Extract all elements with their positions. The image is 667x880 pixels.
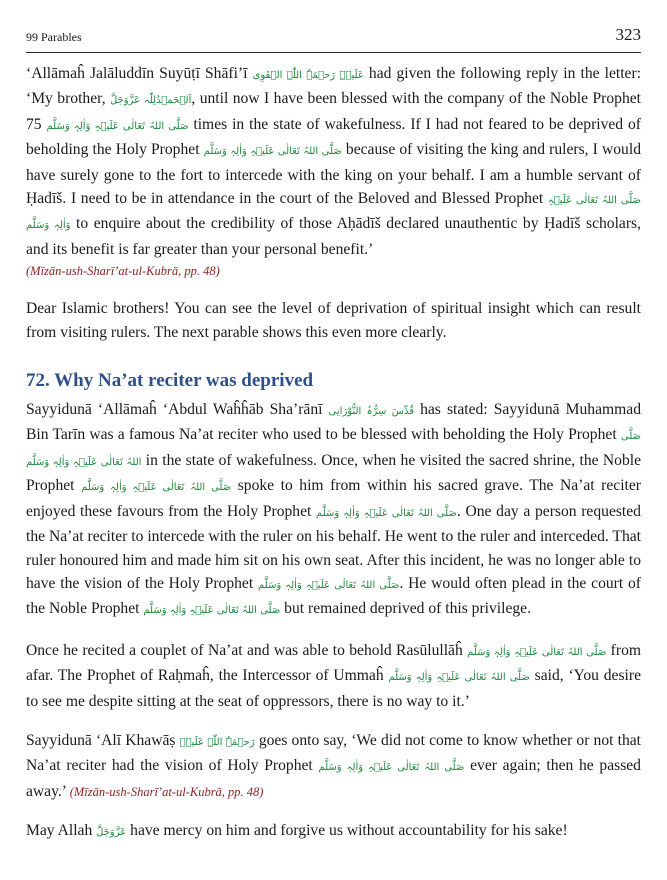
- salawat-arabic: صَلَّی اللہُ تَعَالٰی عَلَیۡہِ وَاٰلِہٖ وَسَلَّم: [467, 646, 607, 658]
- salawat-arabic: صَلَّی اللہُ تَعَالٰی عَلَیۡہِ وَاٰلِہٖ وَسَلَّم: [26, 431, 641, 468]
- paragraph-couplet: Once he recited a couplet of Na’at and was able to behold Rasūlullāĥ صَلَّی اللہُ تَعَالٰی عَلَیۡہِ وَاٰلِہٖ وَسَلَّم from afar. The Prophet of Raḥmaĥ, the Intercessor of Ummaĥ صَلَّی اللہُ تَعَالٰی عَلَیۡہِ وَاٰلِہٖ وَسَلَّم said, ‘You desire to see me despite sitting at the seat of oppressors, there is no way to it.’: [26, 641, 641, 710]
- salawat-arabic: صَلَّی اللہُ تَعَالٰی عَلَیۡہِ وَاٰلِہٖ وَسَلَّم: [318, 762, 465, 774]
- salawat-arabic: صَلَّی اللہُ تَعَالٰی عَلَیۡہِ وَاٰلِہٖ وَسَلَّم: [388, 672, 530, 684]
- paragraph-islamic-brothers: Dear Islamic brothers! You can see the level of deprivation of spiritual insight which can result from visiting rulers. The next parable shows this even more clearly.: [26, 300, 641, 341]
- honorific-arabic: اَلۡحَمۡدُلِلّٰہ عَزَّوَجَلَّ: [110, 95, 192, 107]
- honorific-arabic: رَحۡمَۃُ اللّٰہِ عَلَیۡہ: [179, 736, 255, 748]
- reference-citation: (Mīzān-ush-Sharī’at-ul-Kubrā, pp. 48): [69, 784, 264, 799]
- paragraph-ali-khawas: Sayyidunā ‘Alī Khawāṣ رَحۡمَۃُ اللّٰہِ عَلَیۡہ goes onto say, ‘We did not come to know whether or not that Na’at reciter had the vision of Holy Prophet صَلَّی اللہُ تَعَالٰی عَلَیۡہِ وَاٰلِہٖ وَسَلَّم ever again; then he passed away.’ (Mīzān-ush-Sharī’at-ul-Kubrā, pp. 48): [26, 731, 641, 800]
- salawat-arabic: صَلَّی اللہُ تَعَالٰی عَلَیۡہِ وَاٰلِہٖ وَسَلَّم: [258, 579, 400, 591]
- book-title: 99 Parables: [26, 30, 82, 44]
- salawat-arabic: صَلَّی اللہُ تَعَالٰی عَلَیۡہِ وَاٰلِہٖ وَسَلَّم: [203, 146, 342, 158]
- paragraph-naat-reciter: Sayyidunā ‘Allāmaĥ ‘Abdul Waĥĥāb Sha’rānī قُدِّسَ سِرُّہُ النُّوْرَانِی has stated: Sayyidunā Muhammad Bin Tarīn was a famous Na’at reciter who used to be blessed with beholding the Holy Prophet صَلَّی اللہُ تَعَالٰی عَلَیۡہِ وَاٰلِہٖ وَسَلَّم in the state of wakefulness. Once, when he visited the sacred shrine, the Noble Prophet صَلَّی اللہُ تَعَالٰی عَلَیۡہِ وَاٰلِہٖ وَسَلَّم spoke to him from within his sacred grave. The Na’at reciter enjoyed these favours from the Holy Prophet صَلَّی اللہُ تَعَالٰی عَلَیۡہِ وَاٰلِہٖ وَسَلَّم. One day a person requested the Na’at reciter to intercede with the ruler on his behalf. He went to the ruler and interceded. That ruler honoured him and made him sit on his own seat. After this incident, he was no longer able to have the vision of the Holy Prophet صَلَّی اللہُ تَعَالٰی عَلَیۡہِ وَاٰلِہٖ وَسَلَّم. He would often plead in the court of the Noble Prophet صَلَّی اللہُ تَعَالٰی عَلَیۡہِ وَاٰلِہٖ وَسَلَّم but remained deprived of this privilege.: [26, 401, 642, 618]
- section-heading: 72. Why Na’at reciter was deprived: [26, 370, 314, 392]
- honorific-arabic: عَزَّوَجَلَّ: [96, 827, 127, 839]
- paragraph-suyuti-letter: ‘Allāmaĥ Jalāluddīn Suyūṭī Shāfi’ī عَلَیۡہِ رَحۡمَۃُ اللّٰہِ الۡقَوِی had given the following reply in the letter: ‘My brother, اَلۡحَمۡدُلِلّٰہ عَزَّوَجَلَّ, until now I have been blessed with the company of the Noble Prophet صَلَّی اللہُ تَعَالٰی عَلَیۡہِ وَاٰلِہٖ وَسَلَّم 75 times in the state of wakefulness. If I had not feared to be deprived of beholding the Holy Prophet صَلَّی اللہُ تَعَالٰی عَلَیۡہِ وَاٰلِہٖ وَسَلَّم because of visiting the king and rulers, I would have surely gone to the fort to intercede with the king on your behalf. I am a humble servant of Ḥadīš. I need to be in attendance in the court of the Beloved and Blessed Prophet صَلَّی اللہُ تَعَالٰی عَلَیۡہِ وَاٰلِہٖ وَسَلَّم to enquire about the credibility of those Aḥādīš declared unauthentic by Ḥadīš scholars, and its benefit is far greater than your personal benefit.’ (Mīzān-ush-Sharī’at-ul-Kubrā, pp. 48): [26, 62, 641, 281]
- page-number: 323: [615, 25, 641, 44]
- salawat-arabic: صَلَّی اللہُ تَعَالٰی عَلَیۡہِ وَاٰلِہٖ وَسَلَّم: [81, 482, 232, 494]
- running-header: [26, 22, 641, 53]
- salawat-arabic: صَلَّی اللہُ تَعَالٰی عَلَیۡہِ وَاٰلِہٖ وَسَلَّم: [26, 195, 642, 232]
- honorific-arabic: عَلَیۡہِ رَحۡمَۃُ اللّٰہِ الۡقَوِی: [252, 70, 364, 81]
- page-content: [26, 62, 641, 845]
- reference-citation: (Mīzān-ush-Sharī’at-ul-Kubrā, pp. 48): [26, 264, 220, 279]
- paragraph-closing-prayer: May Allah عَزَّوَجَلَّ have mercy on him and forgive us without accountability for his sake!: [26, 822, 568, 840]
- salawat-arabic: صَلَّی اللہُ تَعَالٰی عَلَیۡہِ وَاٰلِہٖ وَسَلَّم: [316, 507, 457, 519]
- salawat-arabic: صَلَّی اللہُ تَعَالٰی عَلَیۡہِ وَاٰلِہٖ وَسَلَّم: [143, 605, 281, 617]
- honorific-arabic: قُدِّسَ سِرُّہُ النُّوْرَانِی: [328, 406, 414, 418]
- salawat-arabic: صَلَّی اللہُ تَعَالٰی عَلَیۡہِ وَاٰلِہٖ وَسَلَّم: [46, 120, 189, 132]
